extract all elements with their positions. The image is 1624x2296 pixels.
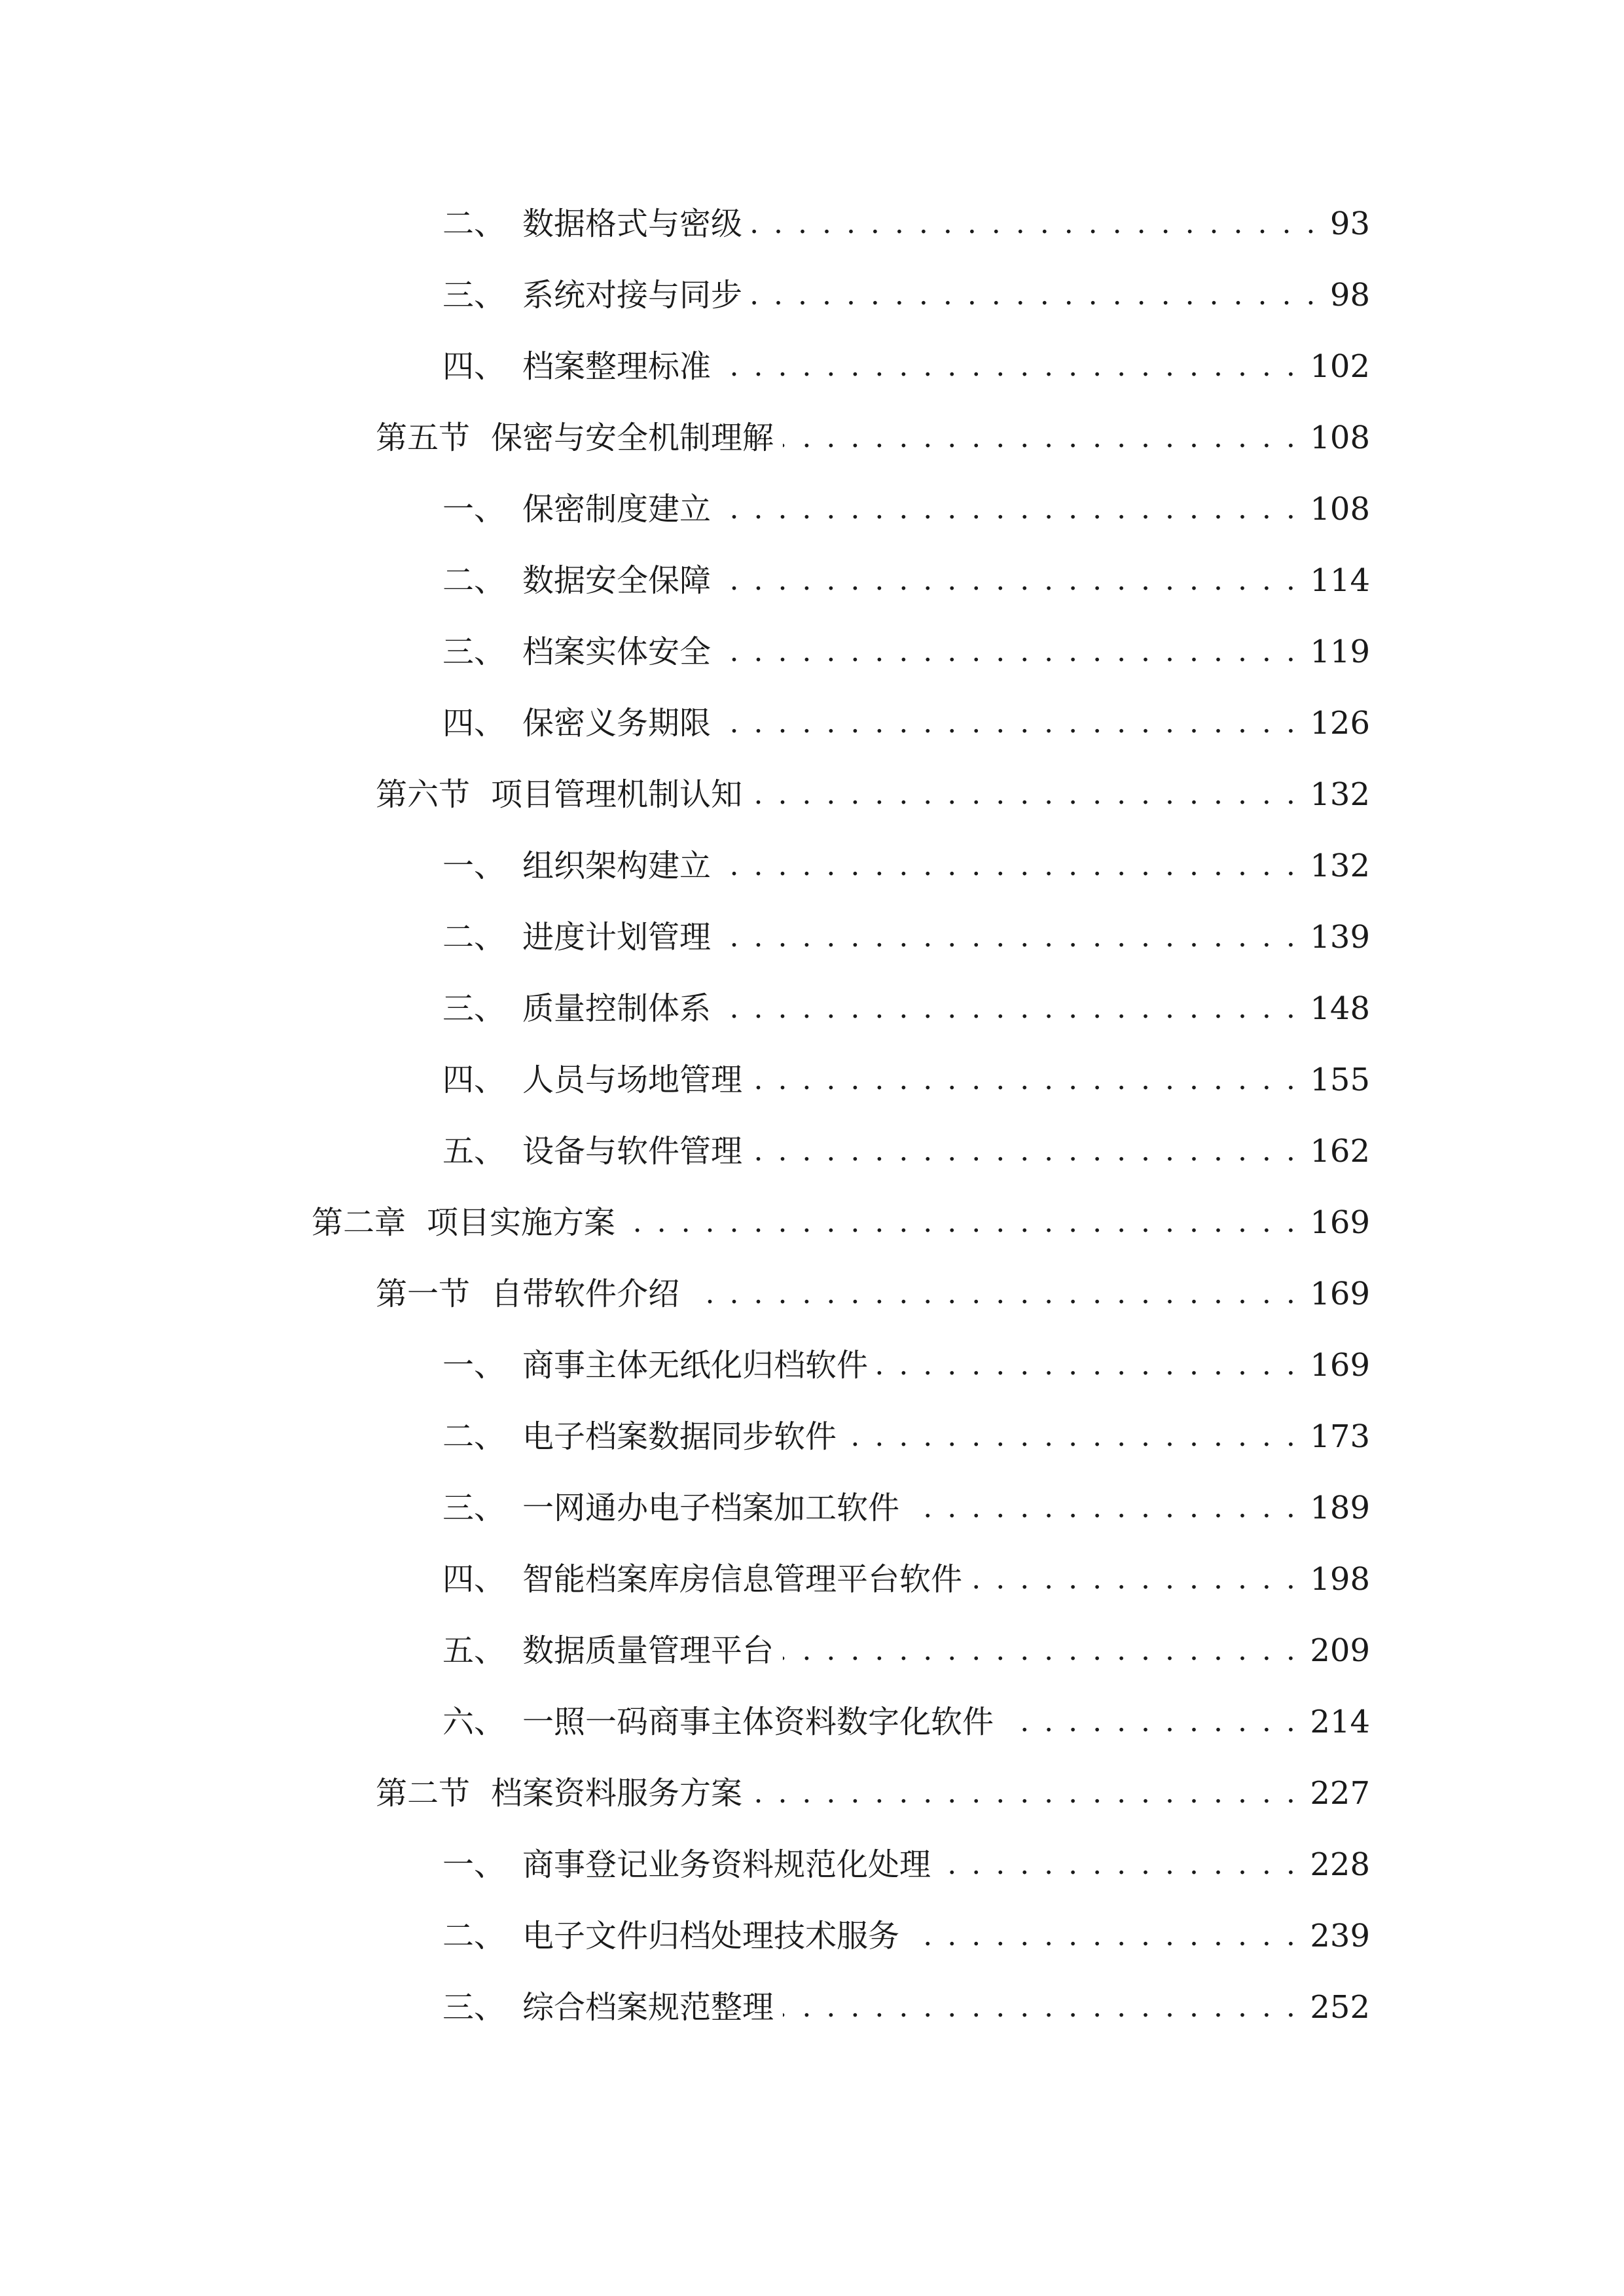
toc-entry-title: 智能档案库房信息管理平台软件 [522,1561,963,1598]
toc-entry[interactable] [376,405,1370,457]
toc-entry[interactable] [312,1190,1370,1242]
toc-entry[interactable] [442,1404,1370,1456]
toc-dot-leader [940,1845,1298,1884]
toc-entry-number: 二、 [442,919,506,956]
toc-dot-leader [846,1417,1298,1456]
toc-entry-number: 一、 [442,491,506,528]
toc-entry-page: 148 [1310,990,1370,1027]
toc-entry-page: 162 [1310,1133,1370,1170]
toc-dot-leader [783,418,1298,457]
toc-entry-title: 数据质量管理平台 [522,1632,774,1669]
toc-dot-leader [751,204,1318,243]
toc-entry-page: 114 [1310,562,1370,599]
toc-entry-number: 二、 [442,562,506,599]
toc-entry-title: 进度计划管理 [522,919,712,956]
toc-entry-title: 系统对接与同步 [522,277,743,314]
toc-entry-number: 一、 [442,848,506,884]
toc-entry-page: 252 [1310,1989,1370,2026]
toc-entry-page: 239 [1310,1918,1370,1954]
toc-entry-page: 214 [1310,1704,1370,1740]
toc-entry[interactable] [442,191,1370,243]
toc-entry-title: 档案资料服务方案 [491,1775,743,1812]
toc-entry-page: 227 [1310,1775,1370,1812]
toc-entry-page: 173 [1310,1418,1370,1455]
toc-entry-title: 组织架构建立 [522,848,712,884]
toc-entry-page: 93 [1329,206,1370,242]
toc-dot-leader [720,704,1298,743]
toc-entry-title: 设备与软件管理 [522,1133,743,1170]
toc-entry-title: 电子文件归档处理技术服务 [522,1918,900,1954]
toc-entry-number: 第二章 [312,1204,406,1241]
toc-dot-leader [783,1988,1298,2027]
toc-entry[interactable] [442,619,1370,672]
toc-entry-page: 132 [1310,776,1370,813]
toc-entry-number: 四、 [442,1561,506,1598]
toc-entry-number: 第二节 [376,1775,471,1812]
toc-entry-page: 209 [1310,1632,1370,1669]
toc-entry-title: 商事主体无纸化归档软件 [522,1347,869,1384]
toc-dot-leader [720,918,1298,957]
toc-dot-leader [877,1346,1298,1385]
toc-entry-page: 132 [1310,848,1370,884]
toc-entry-title: 自带软件介绍 [491,1276,680,1312]
toc-entry[interactable] [442,1547,1370,1599]
toc-entry[interactable] [442,905,1370,957]
toc-entry-page: 126 [1310,705,1370,742]
toc-dot-leader [971,1560,1298,1599]
toc-entry-number: 三、 [442,634,506,670]
toc-entry-title: 商事登记业务资料规范化处理 [522,1846,931,1883]
toc-entry-number: 第一节 [376,1276,471,1312]
toc-entry[interactable] [442,1832,1370,1884]
toc-entry-number: 二、 [442,206,506,242]
toc-dot-leader [720,561,1298,600]
toc-entry-title: 档案整理标准 [522,348,712,385]
toc-entry-number: 二、 [442,1418,506,1455]
toc-entry-title: 保密与安全机制理解 [491,420,774,456]
toc-dot-leader [720,490,1298,529]
toc-entry-page: 102 [1310,348,1370,385]
toc-entry-number: 二、 [442,1918,506,1954]
toc-dot-leader [751,1060,1298,1100]
toc-entry-title: 一照一码商事主体资料数字化软件 [522,1704,994,1740]
toc-entry-title: 保密制度建立 [522,491,712,528]
toc-entry-number: 六、 [442,1704,506,1740]
toc-dot-leader [909,1916,1298,1956]
toc-entry-page: 98 [1329,277,1370,314]
toc-entry-title: 质量控制体系 [522,990,712,1027]
toc-dot-leader [720,989,1298,1028]
toc-dot-leader [783,1631,1298,1670]
toc-entry-title: 项目管理机制认知 [491,776,743,813]
toc-entry-page: 108 [1310,491,1370,528]
toc-entry-title: 人员与场地管理 [522,1062,743,1098]
toc-entry[interactable] [442,833,1370,886]
toc-entry-number: 四、 [442,705,506,742]
toc-entry-title: 数据安全保障 [522,562,712,599]
toc-entry[interactable] [442,691,1370,743]
toc-entry-number: 四、 [442,348,506,385]
toc-dot-leader [751,276,1318,315]
toc-entry[interactable] [442,1475,1370,1528]
toc-entry[interactable] [442,1618,1370,1670]
toc-entry-number: 一、 [442,1846,506,1883]
toc-entry-page: 139 [1310,919,1370,956]
toc-dot-leader [689,1274,1298,1314]
toc-entry-number: 第六节 [376,776,471,813]
toc-dot-leader [624,1203,1298,1242]
toc-dot-leader [720,632,1298,672]
toc-entry[interactable] [442,1975,1370,2027]
toc-dot-leader [751,775,1298,814]
toc-entry-number: 三、 [442,1989,506,2026]
toc-dot-leader [751,1774,1298,1813]
toc-entry[interactable] [442,1903,1370,1956]
toc-entry-number: 三、 [442,990,506,1027]
toc-entry-number: 五、 [442,1133,506,1170]
toc-entry-title: 档案实体安全 [522,634,712,670]
toc-entry-page: 169 [1310,1276,1370,1312]
toc-entry[interactable] [376,1261,1370,1314]
toc-entry[interactable] [442,1689,1370,1742]
toc-entry[interactable] [442,1047,1370,1100]
toc-dot-leader [720,846,1298,886]
toc-entry-title: 电子档案数据同步软件 [522,1418,837,1455]
toc-dot-leader [751,1132,1298,1171]
toc-entry-title: 综合档案规范整理 [522,1989,774,2026]
toc-entry-title: 项目实施方案 [427,1204,616,1241]
toc-entry[interactable] [442,1333,1370,1385]
toc-entry[interactable] [376,1761,1370,1813]
toc-entry-number: 一、 [442,1347,506,1384]
toc-entry-page: 189 [1310,1490,1370,1526]
toc-dot-leader [720,347,1298,386]
toc-entry[interactable] [442,976,1370,1028]
toc-dot-leader [909,1488,1298,1528]
toc-entry-page: 228 [1310,1846,1370,1883]
toc-entry-number: 五、 [442,1632,506,1669]
toc-entry[interactable] [442,1119,1370,1171]
toc-entry-number: 第五节 [376,420,471,456]
toc-entry-page: 155 [1310,1062,1370,1098]
toc-entry-page: 198 [1310,1561,1370,1598]
toc-entry[interactable] [442,262,1370,315]
toc-entry-title: 一网通办电子档案加工软件 [522,1490,900,1526]
toc-entry[interactable] [442,334,1370,386]
toc-entry-number: 三、 [442,1490,506,1526]
toc-dot-leader [1003,1702,1298,1742]
toc-entry-title: 保密义务期限 [522,705,712,742]
toc-entry-number: 三、 [442,277,506,314]
toc-entry-page: 169 [1310,1204,1370,1241]
toc-entry-page: 108 [1310,420,1370,456]
toc-entry[interactable] [442,476,1370,529]
toc-entry-title: 数据格式与密级 [522,206,743,242]
toc-entry-page: 169 [1310,1347,1370,1384]
toc-entry-number: 四、 [442,1062,506,1098]
toc-entry[interactable] [376,762,1370,814]
toc-entry[interactable] [442,548,1370,600]
toc-entry-page: 119 [1310,634,1370,670]
